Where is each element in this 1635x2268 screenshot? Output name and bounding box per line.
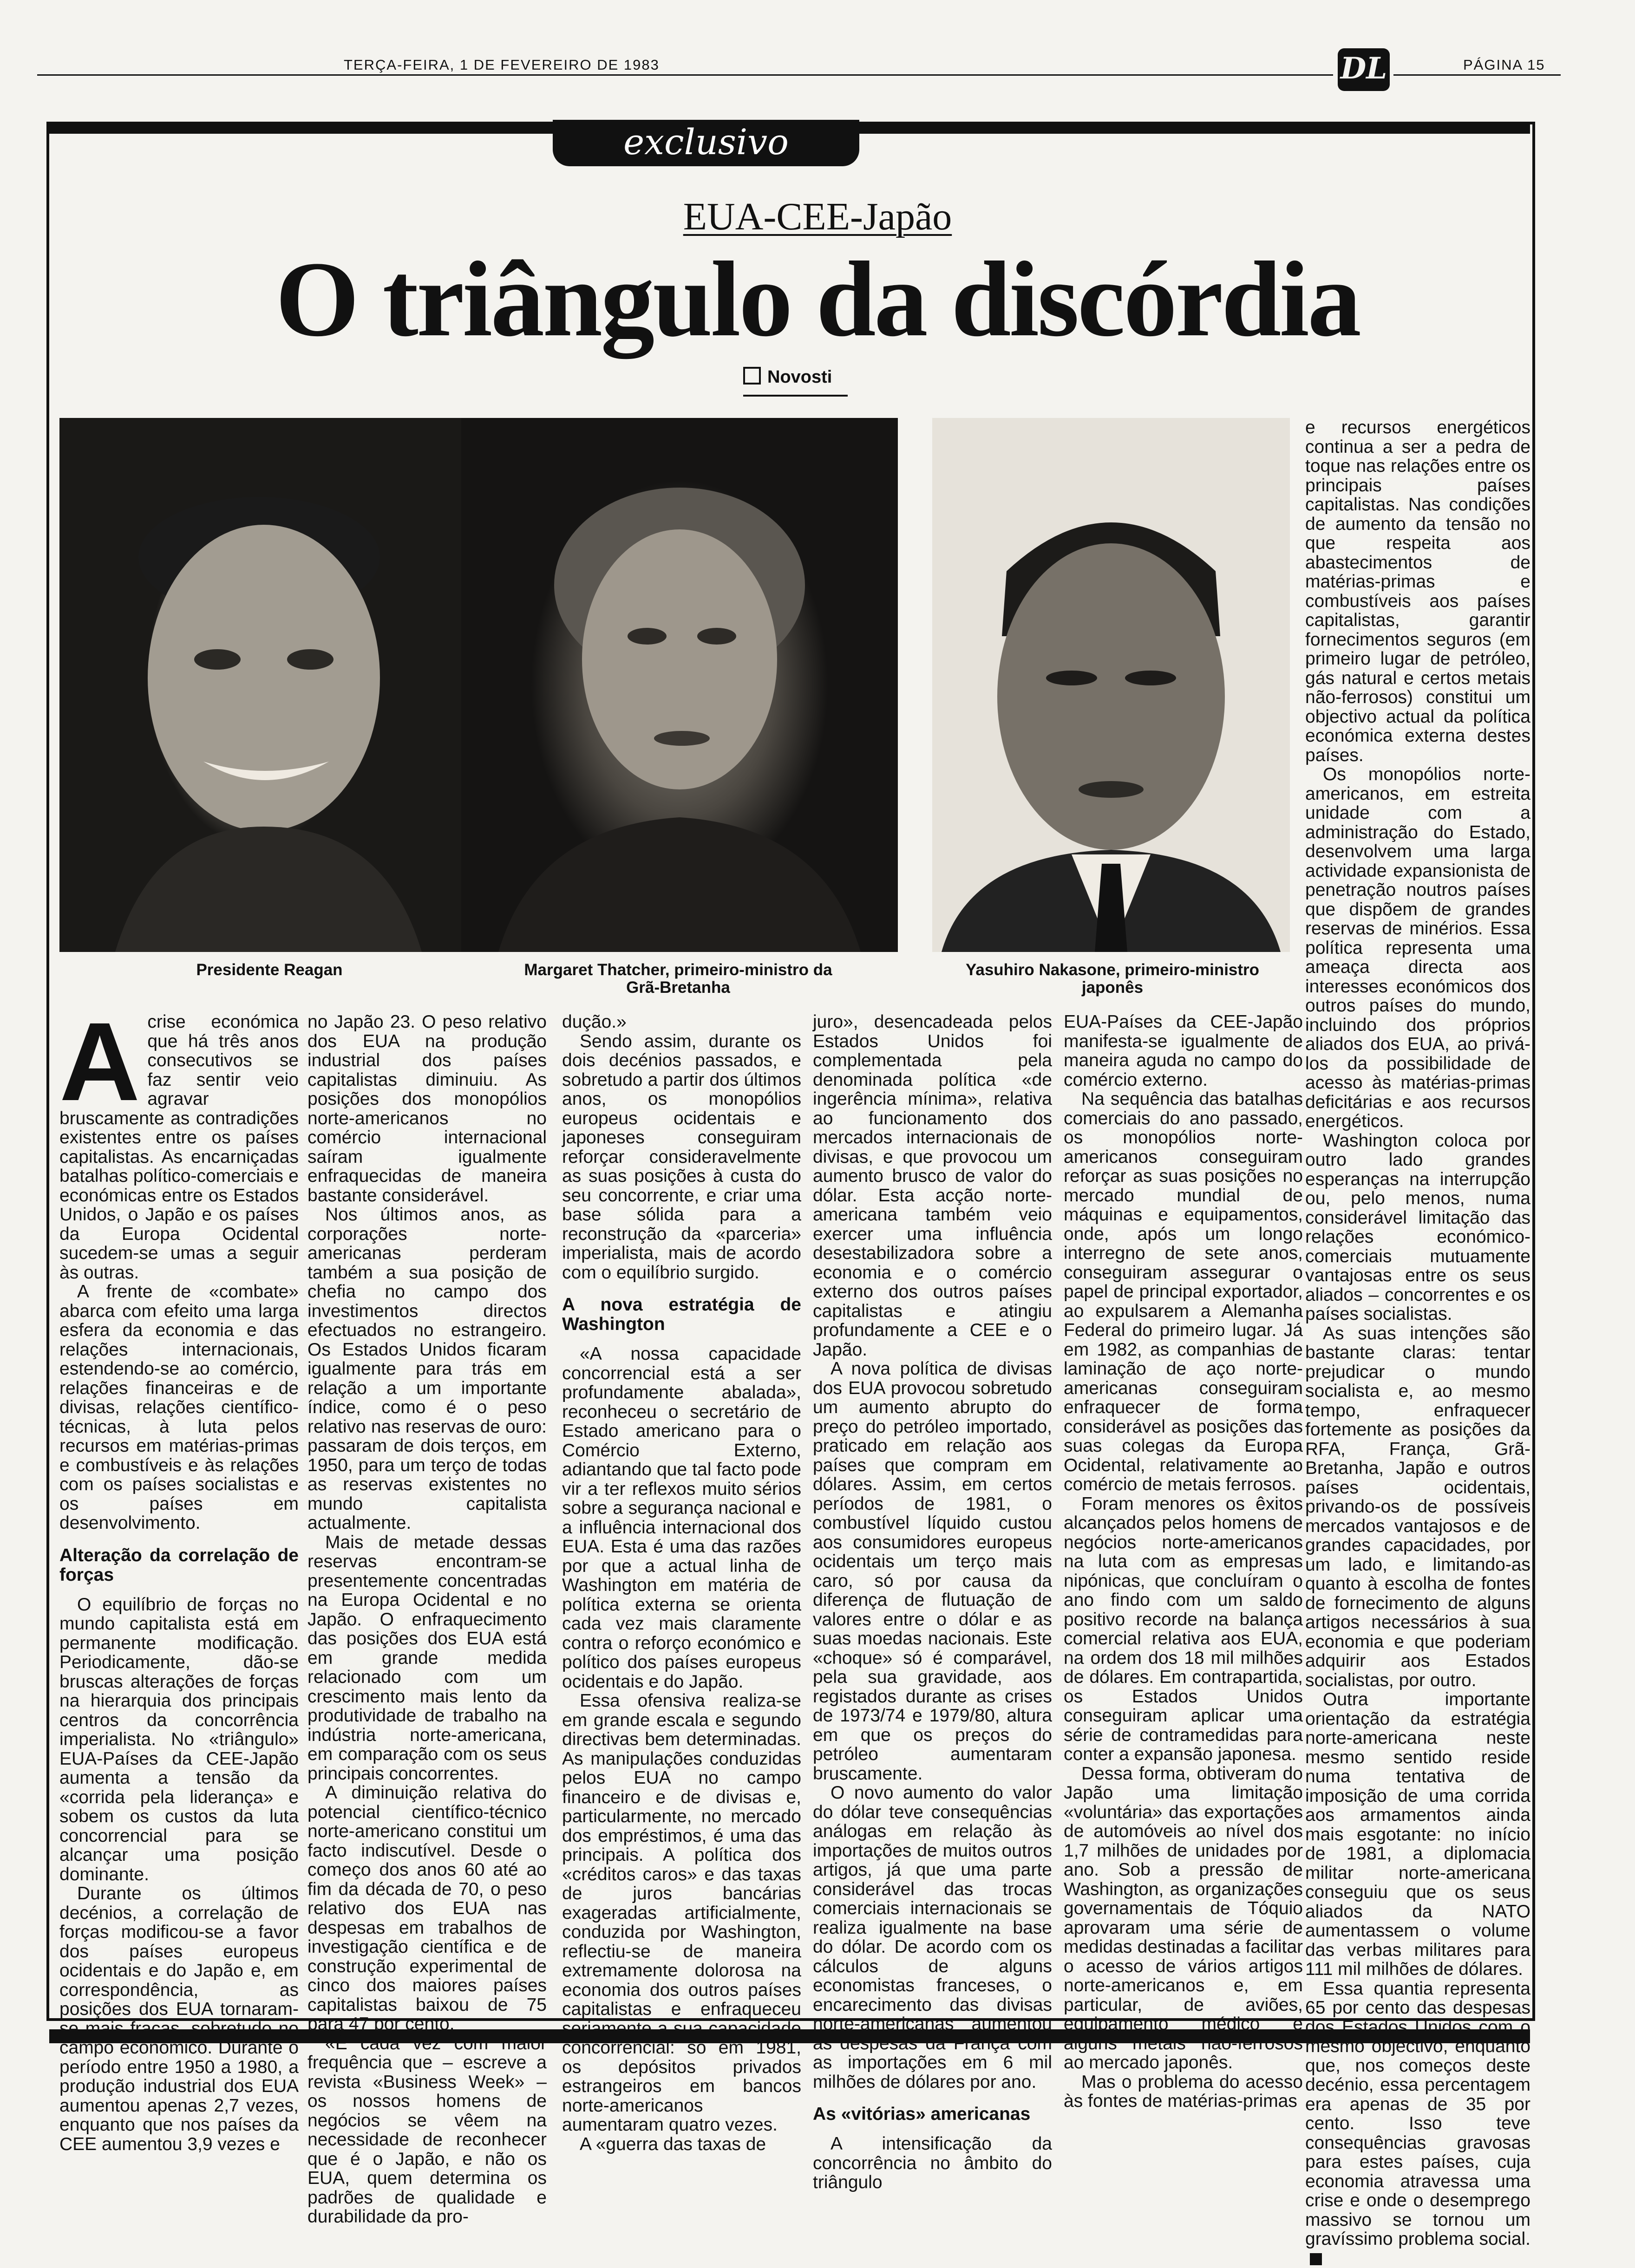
caption-thatcher [460,961,896,997]
article-column-3 [562,1012,801,2015]
paragraph: Foram menores os êxitos alcançados pelos homens de negócios norte-americanos na luta com as empresas nipónicas, que concluíram o ano findo com um saldo positivo recorde na balança comercial relativa aos EUA, na ordem dos 18 mil milhões de dólares. Em contrapartida, os Estados Unidos conseguiram aplicar uma série de contramedidas para conter a expansão japonesa. [1064,1494,1303,1764]
byline [743,367,896,387]
paragraph: juro», desencadeada pelos Estados Unidos foi complementada pela denominada política «de ingerência mínima», relativa ao funcionamento dos mercados internacionais de divisas, e que provocou um aumento brusco de valor do dólar. Esta acção norte-americana também veio exercer uma influência desestabilizadora sobre a economia e o comércio externo dos outros países capitalistas e atingiu profundamente a CEE e o Japão. [813,1012,1052,1359]
paragraph: Sendo assim, durante os dois decénios passados, e sobretudo a partir dos últimos anos, os monopólios europeus ocidentais e japoneses conseguiram reforçar consideravelmente as suas posições à custa do seu concorrente, e criar uma base sólida para a reconstrução da «parceria» imperialista, mais de acordo com o equilíbrio surgido. [562,1032,801,1283]
thatcher-portrait [461,418,898,952]
paragraph: Mais de metade dessas reservas encontram-se presentemente concentradas na Europa Ocidental e no Japão. O enfraquecimento das posições dos EUA está em grande medida relacionado com um crescimento mais lento da produtividade de trabalho na indústria norte-americana, em comparação com os seus principais concorrentes. [307,1533,547,1784]
paragraph: Nos últimos anos, as corporações norte-americanas perderam também a sua posição de chefia no campo dos investimentos directos efectuados no estrangeiro. Os Estados Unidos ficaram igualmente para trás em relação a um importante índice, como é o peso relativo nas reservas de ouro: passaram de dois terços, em 1950, para um terço de todas as reservas existentes no mundo capitalista actualmente. [307,1205,547,1533]
article-column-6 [1305,418,1530,2015]
paragraph: A intensificação da concorrência no âmbito do triângulo [813,2134,1052,2192]
article-column-2 [307,1012,547,2015]
caption-thatcher-line2: Grã-Bretanha [460,979,896,997]
byline-box-icon [743,367,761,385]
paragraph: «A nossa capacidade concorrencial está a ser profundamente abalada», reconheceu o secretário de Estado americano para o Comércio Externo, adiantando que tal facto pode vir a ter reflexos muito sérios sobre a segurança nacional e a influência internacional dos EUA. Esta é uma das razões por que a actual linha de Washington em matéria de política externa se orienta cada vez mais claramente contra o reforço económico e político dos países europeus ocidentais e do Japão. [562,1344,801,1691]
paragraph: A «guerra das taxas de [562,2135,801,2154]
paragraph: Na sequência das batalhas comerciais do ano passado, os monopólios norte-americanos conseguiram reforçar as suas posições no mercado mundial de máquinas e equipamentos, onde, após um longo interregno de sete anos, conseguiram assegurar o papel de principal exportador, ao expulsarem a Alemanha Federal do primeiro lugar. Já em 1982, as companhias de laminação de aço norte-americanas conseguiram enfraquecer de forma considerável as posições das suas colegas da Europa Ocidental, relativamente ao comércio de metais ferrosos. [1064,1089,1303,1494]
issue-date: TERÇA-FEIRA, 1 DE FEVEREIRO DE 1983 [344,57,660,73]
paragraph: A frente de «combate» abarca com efeito uma larga esfera da economia e das relações internacionais, estendendo-se ao comércio, relações financeiras e de divisas, relações científico-técnicas, à luta pelos recursos em matérias-primas e combustíveis e às relações com os países socialistas e os países em desenvolvimento. [59,1282,299,1533]
section-heading: A nova estratégia de Washington [562,1295,801,1334]
end-mark-icon [1310,2253,1322,2265]
paragraph: O novo aumento do valor do dólar teve consequências análogas em relação às importações de muitos outros artigos, já que uma parte considerável das trocas comerciais internacionais se realiza igualmente na base do dólar. De acordo com os cálculos de alguns economistas franceses, o encarecimento das divisas norte-americanas aumentou as despesas da França com as importações em 6 mil milhões de dólares por ano. [813,1783,1052,2092]
nakasone-portrait [932,418,1290,952]
newspaper-logo: DL [1338,48,1390,91]
page-number: PÁGINA 15 [1463,57,1545,73]
paragraph: EUA-Países da CEE-Japão manifesta-se igualmente de maneira aguda no campo do comércio externo. [1064,1012,1303,1089]
article-column-1 [59,1012,299,2015]
photo-nakasone [932,418,1290,952]
paragraph: Washington coloca por outro lado grandes esperanças na interrupção ou, pelo menos, numa considerável limitação das relações económico-comerciais mutuamente vantajosas entre os seus aliados – concorrentes e os países socialistas. [1305,1131,1530,1324]
paragraph: crise económica que há três anos consecutivos se faz sentir veio agravar bruscamente as contradições existentes entre os países capitalistas. As encarniçadas batalhas político-comerciais e económicas entre os Estados Unidos, o Japão e os países da Europa Ocidental sucedem-se umas a seguir às outras. [59,1012,299,1282]
caption-reagan: Presidente Reagan [102,961,437,979]
section-heading: As «vitórias» americanas [813,2105,1052,2124]
paragraph: dução.» [562,1012,801,1032]
byline-rule [743,395,848,397]
drop-cap: A [59,1015,140,1108]
caption-nakasone-line1: Yasuhiro Nakasone, primeiro-ministro [929,961,1296,979]
paragraph: Essa ofensiva realiza-se em grande escala e segundo directivas bem determinadas. As manipulações conduzidas pelos EUA no campo financeiro e de divisas e, particularmente, no mercado dos empréstimos, é uma das principais. A política dos «créditos caros» e das taxas de juros bancárias exageradas artificialmente, conduzida por Washington, reflectiu-se de maneira extremamente dolorosa na economia dos outros países capitalistas e enfraqueceu seriamente a sua capacidade concorrencial: só em 1981, os depósitos privados estrangeiros em bancos norte-americanos aumentaram quatro vezes. [562,1691,801,2135]
paragraph: Outra importante orientação da estratégia norte-americana neste mesmo sentido reside numa tentativa de imposição de uma corrida aos armamentos ainda mais esgotante: no início de 1981, a diplomacia militar norte-americana conseguiu que os seus aliados da NATO aumentassem o volume das verbas militares para 111 mil milhões de dólares. [1305,1690,1530,1979]
header-rule [37,74,1333,76]
paragraph-final [1305,1979,1530,2268]
header-rule-right [1393,74,1561,76]
paragraph: Dessa forma, obtiveram do Japão uma limitação «voluntária» das exportações de automóveis ao nível dos 1,7 milhões de unidades por ano. Sob a pressão de Washington, as organizações governamentais de Tóquio aprovaram uma série de medidas destinadas a facilitar o acesso de vários artigos norte-americanos e, em particular, de aviões, equipamento médico e alguns metais não-ferrosos ao mercado japonês. [1064,1764,1303,2072]
paragraph: Durante os últimos decénios, a correlação de forças modificou-se a favor dos países europeus ocidentais e do Japão e, em correspondência, as posições dos EUA tornaram-se mais fracas, sobretudo no campo económico. Durante o período entre 1950 a 1980, a produção industrial dos EUA aumentou apenas 2,7 vezes, enquanto que nos países da CEE aumentou 3,9 vezes e [59,1884,299,2154]
paragraph: Os monopólios norte-americanos, em estreita unidade com a administração do Estado, desenvolvem uma larga actividade expansionista de penetração noutros países que dispõem de grandes reservas de minérios. Essa política representa uma ameaça directa aos interesses económicos dos outros países do mundo, incluindo dos próprios aliados dos EUA, ao privá-los da possibilidade de acesso às matérias-primas deficitárias e aos recursos energéticos. [1305,765,1530,1131]
byline-agency: Novosti [767,367,832,387]
paragraph: A nova política de divisas dos EUA provocou sobretudo um aumento abrupto do preço do petróleo importado, praticado em relação aos países que compram em dólares. Assim, em certos períodos de 1981, o combustível líquido custou aos consumidores europeus ocidentais um terço mais caro, só por causa da diferença de flutuação de valores entre o dólar e as suas moedas nacionais. Este «choque» só é comparável, pela sua gravidade, aos registados durante as crises de 1973/74 e 1979/80, altura em que os preços do petróleo aumentaram bruscamente. [813,1359,1052,1783]
caption-thatcher-line1: Margaret Thatcher, primeiro-ministro da [460,961,896,979]
paragraph: e recursos energéticos continua a ser a pedra de toque nas relações entre os principais países capitalistas. Nas condições de aumento da tensão no que respeita aos abastecimentos de matérias-primas e combustíveis aos países capitalistas, garantir fornecimentos seguros (em primeiro lugar de petróleo, gás natural e certos metais não-ferrosos) constitui um objectivo actual da política económica externa destes países. [1305,418,1530,765]
paragraph: As suas intenções são bastante claras: tentar prejudicar o mundo socialista e, ao mesmo tempo, enfraquecer fortemente as posições da RFA, França, Grã-Bretanha, Japão e outros países ocidentais, privando-os de possíveis mercados vantajosos e de grandes capacidades, por um lado, e limitando-as quanto à escolha de fontes de fornecimento de alguns artigos necessários à sua economia e que poderiam adquirir aos Estados socialistas, por outro. [1305,1324,1530,1690]
section-heading: Alteração da correlação de forças [59,1546,299,1585]
paragraph: no Japão 23. O peso relativo dos EUA na produção industrial dos países capitalistas diminuiu. As posições dos monopólios norte-americanos no comércio internacional saíram igualmente enfraquecidas de maneira bastante considerável. [307,1012,547,1205]
paragraph: «É cada vez com maior frequência que – escreve a revista «Business Week» – os nossos homens de negócios se vêem na necessidade de reconhecer que é o Japão, e não os EUA, quem determina os padrões de qualidade e durabilidade da pro- [307,2034,547,2227]
caption-nakasone-line2: japonês [929,979,1296,997]
paragraph: Mas o problema do acesso às fontes de matérias-primas [1064,2072,1303,2111]
caption-nakasone [929,961,1296,997]
photo-reagan [59,418,468,952]
reagan-portrait [59,418,468,952]
article-column-4 [813,1012,1052,2015]
paragraph: A diminuição relativa do potencial científico-técnico norte-americano constitui um facto indiscutível. Desde o começo dos anos 60 até ao fim da década de 70, o peso relativo dos EUA nas despesas em trabalhos de investigação científica e de construção experimental de cinco dos maiores países capitalistas baixou de 75 para 47 por cento. [307,1783,547,2034]
paragraph-text: Essa quantia representa 65 por cento das despesas dos Estados Unidos com o mesmo objectivo, enquanto que, nos começos deste decénio, essa percentagem era apenas de 35 por cento. Isso teve consequências gravosas para estes países, cuja economia atravessa uma crise e onde o desemprego massivo se tornou um gravíssimo problema social. [1305,1979,1530,2249]
article-headline: O triângulo da discórdia [0,241,1635,358]
photo-thatcher [461,418,898,952]
paragraph: O equilíbrio de forças no mundo capitalista está em permanente modificação. Periodicamente, dão-se bruscas alterações de forças na hierarquia dos principais centros da concorrência imperialista. No «triângulo» EUA-Países da CEE-Japão aumenta a tensão da «corrida pela liderança» e sobem os custos da luta concorrencial para se alcançar uma posição dominante. [59,1595,299,1884]
kicker-exclusivo: exclusivo [553,120,859,166]
article-subtitle: EUA-CEE-Japão [0,194,1635,239]
article-column-5 [1064,1012,1303,2015]
